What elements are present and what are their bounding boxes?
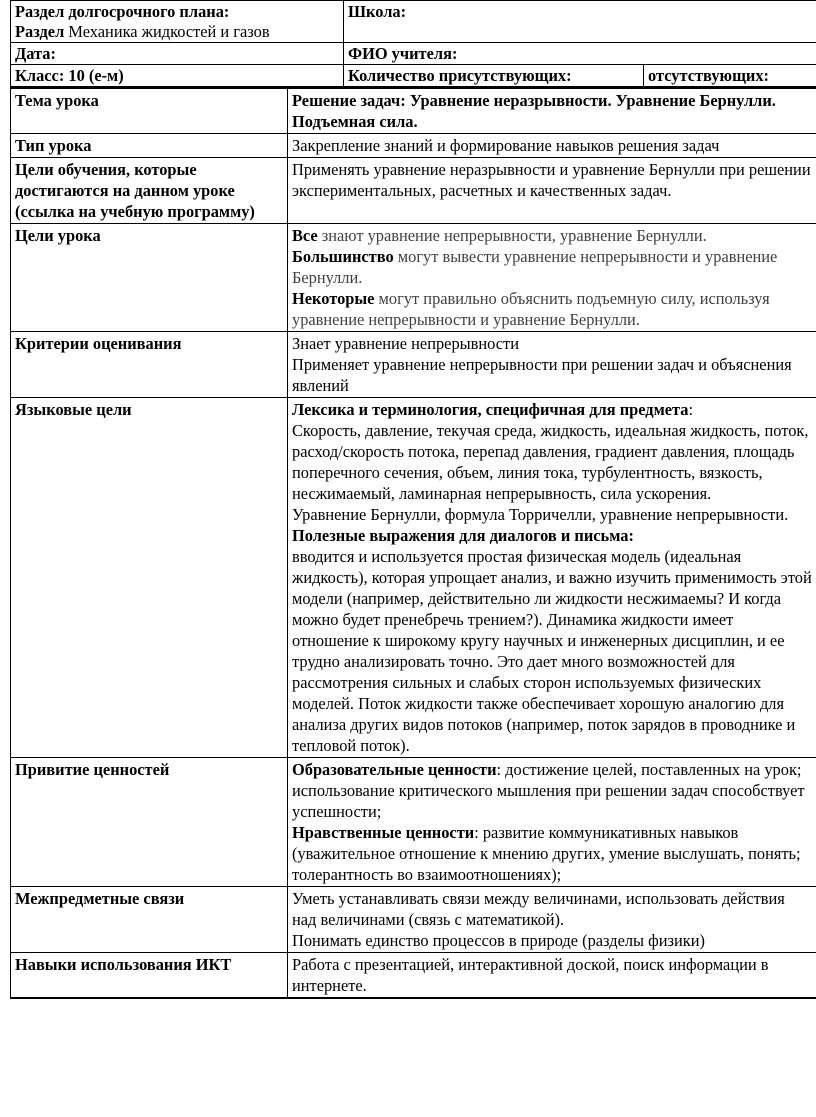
- vocab-heading: Лексика и терминология, специфичная для предмета: [292, 400, 689, 419]
- objectives-value: Применять уравнение неразрывности и уравнение Бернулли при решении экспериментальных, расчетных и качественных задач.: [288, 158, 816, 224]
- edu-values-text: : достижение целей, поставленных на урок; использование критического мышления при решении задач способствует успешности;: [292, 760, 805, 821]
- topic-label: Тема урока: [11, 88, 288, 134]
- topic-row: [11, 88, 816, 134]
- section-value: Механика жидкостей и газов: [68, 22, 270, 41]
- cross-value: [288, 887, 816, 953]
- criteria-row: [11, 332, 816, 398]
- phrases-heading: Полезные выражения для диалогов и письма:: [292, 526, 634, 545]
- objectives-label: Цели обучения, которые достигаются на данном уроке (ссылка на учебную программу): [11, 158, 288, 224]
- goals-label: Цели урока: [11, 224, 288, 332]
- values-value: [288, 758, 816, 887]
- goals-row: [11, 224, 816, 332]
- lesson-table: [10, 87, 816, 999]
- criteria-value: [288, 332, 816, 398]
- cross-line-2: Понимать единство процессов в природе (разделы физики): [292, 931, 705, 950]
- vocab-colon: :: [688, 400, 694, 419]
- edu-values-bold: Образовательные ценности: [292, 760, 497, 779]
- class-cell: Класс: 10 (е-м): [11, 65, 344, 87]
- section-cell: [11, 1, 344, 43]
- values-row: [11, 758, 816, 887]
- goals-all-text: знают уравнение непрерывности, уравнение Бернулли.: [317, 226, 707, 245]
- ict-row: [11, 953, 816, 999]
- lesson-plan-page: [10, 0, 816, 999]
- topic-value: Решение задач: Уравнение неразрывности. Уравнение Бернулли. Подъемная сила.: [288, 88, 816, 134]
- language-row: [11, 398, 816, 758]
- goals-some-bold: Некоторые: [292, 289, 375, 308]
- goals-all-bold: Все: [292, 226, 318, 245]
- moral-values-text: : развитие коммуникативных навыков (уважительное отношение к мнению других, умение выслушать, понять; толерантность во взаимоотношениях);: [292, 823, 801, 884]
- present-cell: Количество присутствующих:: [344, 65, 644, 87]
- language-label: Языковые цели: [11, 398, 288, 758]
- language-value: [288, 398, 816, 758]
- moral-values-bold: Нравственные ценности: [292, 823, 475, 842]
- criteria-label: Критерии оценивания: [11, 332, 288, 398]
- goals-most-bold: Большинство: [292, 247, 394, 266]
- vocab-text-2: Уравнение Бернулли, формула Торричелли, уравнение непрерывности.: [292, 505, 789, 524]
- values-label: Привитие ценностей: [11, 758, 288, 887]
- type-row: [11, 134, 816, 158]
- header-table: [10, 0, 816, 87]
- phrases-text: вводится и используется простая физическая модель (идеальная жидкость), которая упрощает анализ, и важно изучить применимость этой модели (например, действительно ли жидкости несжимаемы? И когда можно будет пренебречь трением?). Динамика жидкости имеет отношение к широкому кругу научных и инженерных дисциплин, и ее трудно анализировать точно. Это дает много возможностей для рассмотрения сильных и слабых сторон используемых физических моделей. Поток жидкости также обеспечивает хорошую аналогию для анализа других видов потоков (например, поток зарядов в проводнике и тепловой поток).: [292, 547, 812, 755]
- section-long-label: Раздел долгосрочного плана:: [15, 2, 230, 21]
- date-cell: Дата:: [11, 43, 344, 65]
- type-label: Тип урока: [11, 134, 288, 158]
- cross-label: Межпредметные связи: [11, 887, 288, 953]
- school-cell: Школа:: [344, 1, 816, 43]
- vocab-text: Скорость, давление, текучая среда, жидкость, идеальная жидкость, поток, расход/скорость потока, перепад давления, градиент давления, площадь поперечного сечения, объем, линия тока, турбулентность, вязкость, несжимаемый, ламинарная непрерывность, сила ускорения.: [292, 421, 809, 503]
- objectives-row: [11, 158, 816, 224]
- criteria-line-1: Знает уравнение непрерывности: [292, 334, 519, 353]
- section-label: Раздел: [15, 22, 65, 41]
- teacher-cell: ФИО учителя:: [344, 43, 816, 65]
- goals-most-text: могут вывести уравнение непрерывности и уравнение Бернулли.: [292, 247, 778, 287]
- ict-value: Работа с презентацией, интерактивной доской, поиск информации в интернете.: [288, 953, 816, 999]
- cross-row: [11, 887, 816, 953]
- cross-line-1: Уметь устанавливать связи между величинами, использовать действия над величинами (связь с математикой).: [292, 889, 785, 929]
- criteria-line-2: Применяет уравнение непрерывности при решении задач и объяснения явлений: [292, 355, 792, 395]
- goals-value: [288, 224, 816, 332]
- absent-cell: отсутствующих:: [644, 65, 816, 87]
- ict-label: Навыки использования ИКТ: [11, 953, 288, 999]
- goals-some-text: могут правильно объяснить подъемную силу, используя уравнение непрерывности и уравнение Бернулли.: [292, 289, 770, 329]
- type-value: Закрепление знаний и формирование навыков решения задач: [288, 134, 816, 158]
